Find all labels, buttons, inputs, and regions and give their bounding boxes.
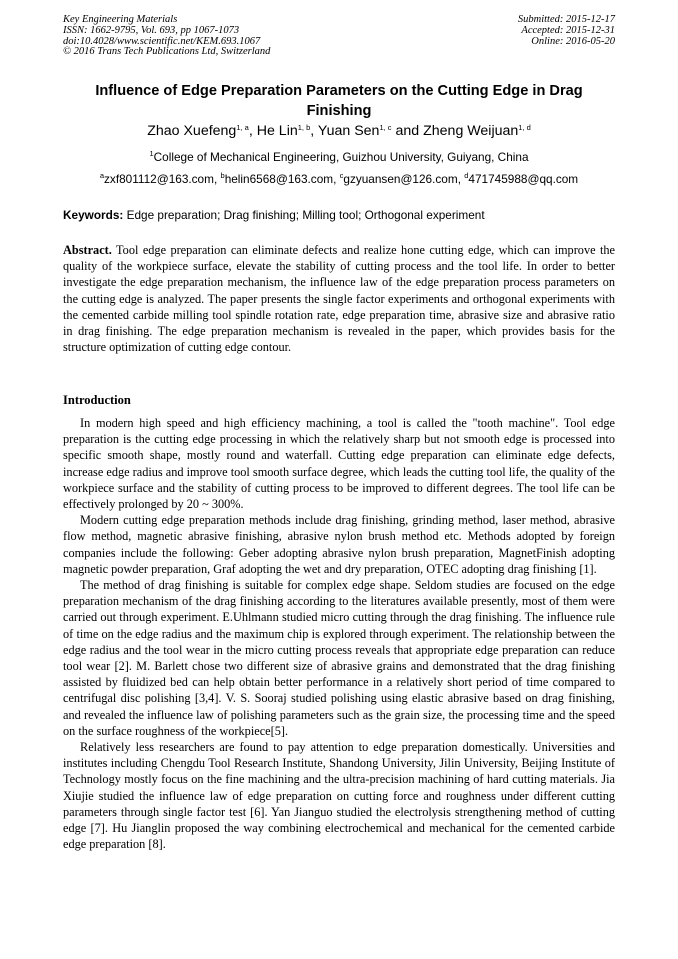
abstract-text: Tool edge preparation can eliminate defects and realize hone cutting edge, which can improve the quality of the workpiece surface, elevate the stability of cutting process and the tool life. In order to better investigate the edge preparation mechanism, the influence law of the edge preparation process parameters on the cutting edge is analyzed. The paper presents the single factor experiments and orthogonal experiments with the cemented carbide milling tool spindle rotation rate, edge preparation time, abrasive size and abrasive ratio in drag finishing. The edge preparation mechanism is revealed in the paper, which provides basis for the structure optimization of cutting edge contour. — [63, 243, 615, 355]
email-mark: d — [464, 171, 469, 180]
accepted-date: Accepted: 2015-12-31 — [521, 24, 615, 36]
author-separator: , — [248, 123, 257, 139]
email-address[interactable]: helin6568@163.com — [224, 172, 334, 186]
issn-line: ISSN: 1662-9795, Vol. 693, pp 1067-1073 — [63, 24, 240, 36]
copyright-line: © 2016 Trans Tech Publications Ltd, Switzerland — [63, 46, 271, 58]
paragraph: Relatively less researchers are found to pay attention to edge preparation domestically. Universities and institutes including Chengdu Tool Research Institute, Shandong University, Jilin University, Beijing Institute of Technology mostly focus on the fine machining and the ultra-precision machining of hard cutting materials. Jia Xiujie studied the influence law of edge preparation on cutting force and roughness under different cutting parameters through single factor test [6]. Yan Jianguo studied the electrolysis strengthening method of cutting edge [7]. Hu Jianglin proposed the way combining electrochemical and mechanical for the cemented carbide edge preparation [8]. — [63, 740, 615, 852]
email-mark: b — [220, 171, 225, 180]
email-separator: , — [213, 172, 221, 186]
author-name: Zheng Weijuan — [423, 123, 519, 139]
author-affil-mark: 1, b — [297, 123, 311, 132]
email-separator: , — [333, 172, 340, 186]
journal-header-right — [518, 15, 615, 47]
submitted-date: Submitted: 2015-12-17 — [517, 14, 615, 25]
email-mark: a — [99, 171, 105, 180]
affiliation-mark: 1 — [149, 149, 154, 158]
journal-name: Key Engineering Materials — [63, 14, 178, 25]
email-address[interactable]: gzyuansen@126.com — [343, 172, 458, 186]
author-name: Yuan Sen — [317, 123, 380, 139]
affiliation-text: College of Mechanical Engineering, Guizhou University, Guiyang, China — [153, 150, 529, 164]
keywords — [63, 207, 623, 223]
author-affil-mark: 1, a — [236, 123, 249, 132]
paragraph: The method of drag finishing is suitable for complex edge shape. Seldom studies are focused on the edge preparation mechanism of the drag finishing according to the literatures available presently, most of them were carried out through experiment. E.Uhlmann studied micro cutting through the drag finishing. The influence rule of time on the edge radius and the maximum chip is explored through experiment. The relationship between the edge radius and the tool wear in the micro cutting process reveals that appropriate edge preparation can reduce tool wear [2]. M. Barlett chose two different size of abrasive grains and demonstrated that the drag finishing assisted by fluidized bed can help obtain better performance in a relatively short period of time compared to centrifugal disc polishing [3,4]. V. S. Sooraj studied polishing using elastic abrasive based on drag finishing, and revealed the influence law of polishing parameters such as the grain size, the processing time and the speed on the surface roughness of the workpiece[5]. — [63, 578, 615, 738]
section-heading-introduction: Introduction — [63, 393, 131, 407]
online-date: Online: 2016-05-20 — [531, 35, 615, 47]
paragraph: Modern cutting edge preparation methods include drag finishing, grinding method, laser method, abrasive flow method, magnetic abrasive finishing, abrasive nylon brush method etc. Methods adopted by foreign companies include the following: Geber adopting abrasive nylon brush preparation, MagnetFinish adopting magnetic powder preparation, Graf adopting the wet and dry preparation, OTEC adopting drag finishing [1]. — [63, 513, 615, 576]
affiliation — [40, 149, 638, 165]
email-address[interactable]: 471745988@qq.com — [468, 172, 579, 186]
paragraph: In modern high speed and high efficiency machining, a tool is called the "tooth machine". Tool edge preparation is the cutting edge processing in which the relatively sharp but not smooth edge is processed into specific smooth shape, mostly round and waterfall. Cutting edge preparation can eliminate edge defects, increase edge radius and improve tool smooth surface degree, which leads the cutting tool life, the quality of the workpiece surface and the stability of cutting process to be improved to different degrees. The tool life can be effectively prolonged by 20 ~ 300%. — [63, 416, 615, 512]
author-affil-mark: 1, c — [379, 123, 392, 132]
email-separator: , — [457, 172, 465, 186]
author-separator: and — [391, 123, 424, 139]
keywords-text: Edge preparation; Drag finishing; Milling tool; Orthogonal experiment — [123, 208, 485, 222]
doi-line: doi:10.4028/www.scientific.net/KEM.693.1067 — [63, 35, 261, 47]
abstract-label: Abstract. — [63, 243, 112, 257]
keywords-label: Keywords: — [63, 208, 124, 222]
journal-header-left — [63, 15, 270, 58]
author-affil-mark: 1, d — [518, 123, 531, 132]
email-mark: c — [339, 171, 344, 180]
author-separator: , — [310, 123, 318, 139]
author-list — [40, 121, 638, 141]
author-name: Zhao Xuefeng — [147, 123, 237, 139]
introduction-body — [63, 415, 615, 852]
paper-title: Influence of Edge Preparation Parameters on the Cutting Edge in Drag Finishing — [95, 83, 583, 119]
abstract — [63, 242, 615, 355]
email-list — [30, 171, 648, 187]
author-name: He Lin — [256, 123, 298, 139]
email-address[interactable]: zxf801112@163.com — [104, 172, 214, 186]
